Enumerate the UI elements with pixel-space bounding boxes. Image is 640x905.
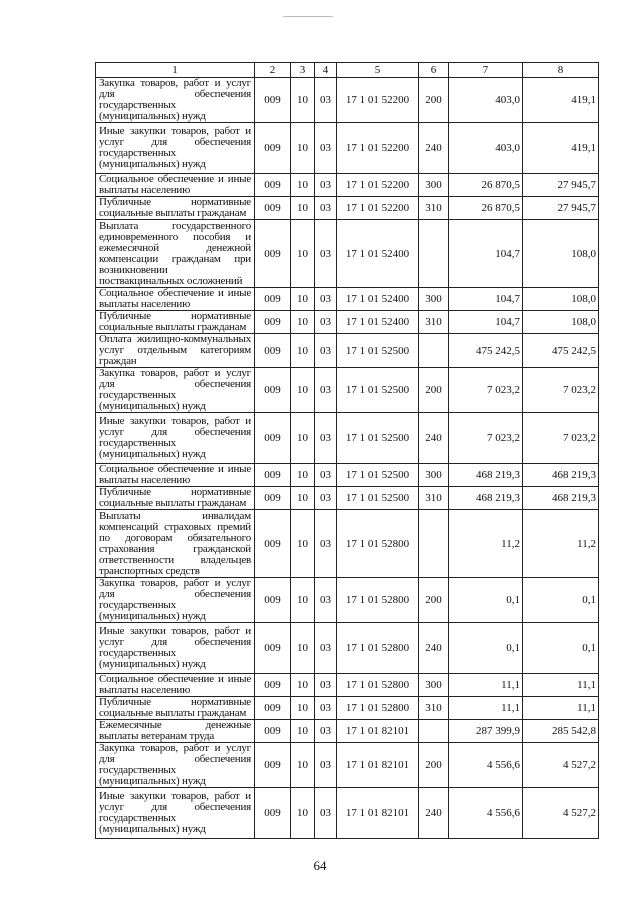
amount-cell: 7 023,2 xyxy=(449,368,523,413)
row-name: Социальное обеспечение и иные выплаты населению xyxy=(96,464,255,487)
amount-cell: 7 023,2 xyxy=(523,368,599,413)
table-row xyxy=(96,334,599,368)
row-name: Закупка товаров, работ и услуг для обеспечения государственных (муниципальных) нужд xyxy=(96,368,255,413)
code-cell: 03 xyxy=(315,623,337,674)
amount-cell: 108,0 xyxy=(523,311,599,334)
amount-cell: 108,0 xyxy=(523,220,599,288)
amount-cell: 104,7 xyxy=(449,288,523,311)
amount-cell: 0,1 xyxy=(523,578,599,623)
code-cell: 10 xyxy=(291,510,315,578)
code-cell: 03 xyxy=(315,174,337,197)
code-cell: 10 xyxy=(291,78,315,123)
code-cell: 310 xyxy=(419,197,449,220)
code-cell: 009 xyxy=(255,578,291,623)
amount-cell: 11,2 xyxy=(523,510,599,578)
table-row xyxy=(96,368,599,413)
code-cell: 17 1 01 52200 xyxy=(337,78,419,123)
code-cell: 17 1 01 52500 xyxy=(337,464,419,487)
code-cell: 009 xyxy=(255,413,291,464)
row-name: Закупка товаров, работ и услуг для обеспечения государственных (муниципальных) нужд xyxy=(96,743,255,788)
code-cell: 17 1 01 52400 xyxy=(337,311,419,334)
top-rule xyxy=(283,16,333,17)
code-cell: 200 xyxy=(419,78,449,123)
amount-cell: 11,2 xyxy=(449,510,523,578)
amount-cell: 26 870,5 xyxy=(449,174,523,197)
code-cell xyxy=(419,510,449,578)
code-cell: 17 1 01 52200 xyxy=(337,174,419,197)
table-row xyxy=(96,743,599,788)
row-name: Закупка товаров, работ и услуг для обеспечения государственных (муниципальных) нужд xyxy=(96,78,255,123)
amount-cell: 0,1 xyxy=(523,623,599,674)
code-cell: 03 xyxy=(315,697,337,720)
code-cell: 10 xyxy=(291,197,315,220)
code-cell: 17 1 01 82101 xyxy=(337,788,419,839)
header-cell: 5 xyxy=(337,63,419,78)
code-cell: 310 xyxy=(419,697,449,720)
code-cell: 17 1 01 52200 xyxy=(337,197,419,220)
code-cell: 10 xyxy=(291,413,315,464)
table-row xyxy=(96,623,599,674)
amount-cell: 11,1 xyxy=(523,697,599,720)
code-cell: 10 xyxy=(291,674,315,697)
code-cell: 03 xyxy=(315,788,337,839)
code-cell: 300 xyxy=(419,464,449,487)
code-cell: 03 xyxy=(315,368,337,413)
code-cell: 03 xyxy=(315,743,337,788)
code-cell: 310 xyxy=(419,311,449,334)
code-cell: 10 xyxy=(291,311,315,334)
code-cell: 17 1 01 52500 xyxy=(337,368,419,413)
amount-cell: 468 219,3 xyxy=(449,487,523,510)
code-cell: 009 xyxy=(255,78,291,123)
code-cell: 17 1 01 52400 xyxy=(337,288,419,311)
code-cell: 03 xyxy=(315,674,337,697)
code-cell: 10 xyxy=(291,368,315,413)
row-name: Выплаты инвалидам компенсаций страховых премий по договорам обязательного страхования гражданской ответственности владельцев транспортных средств xyxy=(96,510,255,578)
code-cell: 240 xyxy=(419,413,449,464)
table-row xyxy=(96,220,599,288)
code-cell: 03 xyxy=(315,464,337,487)
code-cell: 009 xyxy=(255,788,291,839)
table-row xyxy=(96,78,599,123)
code-cell: 03 xyxy=(315,334,337,368)
amount-cell: 26 870,5 xyxy=(449,197,523,220)
code-cell: 17 1 01 52200 xyxy=(337,123,419,174)
code-cell: 03 xyxy=(315,487,337,510)
table-row xyxy=(96,464,599,487)
amount-cell: 108,0 xyxy=(523,288,599,311)
table-row xyxy=(96,788,599,839)
code-cell: 10 xyxy=(291,487,315,510)
table-row xyxy=(96,487,599,510)
code-cell: 03 xyxy=(315,220,337,288)
code-cell: 03 xyxy=(315,123,337,174)
header-cell: 1 xyxy=(96,63,255,78)
code-cell: 009 xyxy=(255,174,291,197)
amount-cell: 0,1 xyxy=(449,623,523,674)
table-row xyxy=(96,123,599,174)
code-cell: 300 xyxy=(419,674,449,697)
code-cell: 03 xyxy=(315,288,337,311)
code-cell: 03 xyxy=(315,578,337,623)
code-cell: 17 1 01 52400 xyxy=(337,220,419,288)
code-cell: 03 xyxy=(315,311,337,334)
code-cell: 240 xyxy=(419,623,449,674)
row-name: Публичные нормативные социальные выплаты гражданам xyxy=(96,697,255,720)
code-cell: 17 1 01 52500 xyxy=(337,334,419,368)
code-cell: 17 1 01 52800 xyxy=(337,697,419,720)
code-cell: 17 1 01 52800 xyxy=(337,623,419,674)
code-cell: 310 xyxy=(419,487,449,510)
code-cell: 10 xyxy=(291,788,315,839)
code-cell: 17 1 01 52500 xyxy=(337,487,419,510)
row-name: Публичные нормативные социальные выплаты гражданам xyxy=(96,197,255,220)
code-cell: 10 xyxy=(291,623,315,674)
table-row xyxy=(96,674,599,697)
row-name: Публичные нормативные социальные выплаты гражданам xyxy=(96,311,255,334)
code-cell: 10 xyxy=(291,743,315,788)
code-cell xyxy=(419,220,449,288)
row-name: Иные закупки товаров, работ и услуг для обеспечения государственных (муниципальных) нужд xyxy=(96,788,255,839)
code-cell: 240 xyxy=(419,788,449,839)
amount-cell: 419,1 xyxy=(523,123,599,174)
code-cell: 009 xyxy=(255,464,291,487)
amount-cell: 403,0 xyxy=(449,123,523,174)
code-cell: 10 xyxy=(291,578,315,623)
code-cell: 009 xyxy=(255,720,291,743)
code-cell: 10 xyxy=(291,288,315,311)
row-name: Публичные нормативные социальные выплаты гражданам xyxy=(96,487,255,510)
table-row xyxy=(96,413,599,464)
header-cell: 4 xyxy=(315,63,337,78)
amount-cell: 4 556,6 xyxy=(449,743,523,788)
amount-cell: 475 242,5 xyxy=(523,334,599,368)
code-cell: 009 xyxy=(255,197,291,220)
amount-cell: 7 023,2 xyxy=(449,413,523,464)
code-cell: 009 xyxy=(255,743,291,788)
table-row xyxy=(96,311,599,334)
amount-cell: 468 219,3 xyxy=(523,487,599,510)
code-cell: 009 xyxy=(255,288,291,311)
amount-cell: 27 945,7 xyxy=(523,197,599,220)
code-cell: 240 xyxy=(419,123,449,174)
table-row xyxy=(96,510,599,578)
code-cell: 03 xyxy=(315,720,337,743)
code-cell: 009 xyxy=(255,123,291,174)
code-cell: 200 xyxy=(419,368,449,413)
row-name: Социальное обеспечение и иные выплаты населению xyxy=(96,174,255,197)
amount-cell: 104,7 xyxy=(449,311,523,334)
amount-cell: 468 219,3 xyxy=(449,464,523,487)
code-cell: 009 xyxy=(255,510,291,578)
page-number: 64 xyxy=(313,858,327,873)
code-cell: 17 1 01 52800 xyxy=(337,578,419,623)
row-name: Оплата жилищно-коммунальных услуг отдельным категориям граждан xyxy=(96,334,255,368)
amount-cell: 27 945,7 xyxy=(523,174,599,197)
amount-cell: 104,7 xyxy=(449,220,523,288)
table-row xyxy=(96,578,599,623)
code-cell: 009 xyxy=(255,487,291,510)
amount-cell: 11,1 xyxy=(449,697,523,720)
amount-cell: 11,1 xyxy=(449,674,523,697)
header-cell: 8 xyxy=(523,63,599,78)
amount-cell: 4 527,2 xyxy=(523,788,599,839)
code-cell: 10 xyxy=(291,334,315,368)
code-cell xyxy=(419,334,449,368)
code-cell: 009 xyxy=(255,334,291,368)
table-row xyxy=(96,720,599,743)
code-cell: 10 xyxy=(291,720,315,743)
amount-cell: 4 556,6 xyxy=(449,788,523,839)
code-cell: 10 xyxy=(291,174,315,197)
amount-cell: 468 219,3 xyxy=(523,464,599,487)
code-cell: 009 xyxy=(255,311,291,334)
code-cell: 10 xyxy=(291,464,315,487)
code-cell xyxy=(419,720,449,743)
amount-cell: 285 542,8 xyxy=(523,720,599,743)
code-cell: 300 xyxy=(419,174,449,197)
row-name: Ежемесячные денежные выплаты ветеранам труда xyxy=(96,720,255,743)
table-row xyxy=(96,288,599,311)
header-cell: 6 xyxy=(419,63,449,78)
amount-cell: 419,1 xyxy=(523,78,599,123)
row-name: Закупка товаров, работ и услуг для обеспечения государственных (муниципальных) нужд xyxy=(96,578,255,623)
code-cell: 10 xyxy=(291,697,315,720)
code-cell: 200 xyxy=(419,743,449,788)
code-cell: 10 xyxy=(291,123,315,174)
amount-cell: 287 399,9 xyxy=(449,720,523,743)
row-name: Выплата государственного единовременного пособия и ежемесячной денежной компенсации гражданам при возникновении поствакцинальных осложнений xyxy=(96,220,255,288)
row-name: Социальное обеспечение и иные выплаты населению xyxy=(96,674,255,697)
code-cell: 200 xyxy=(419,578,449,623)
code-cell: 03 xyxy=(315,413,337,464)
amount-cell: 11,1 xyxy=(523,674,599,697)
code-cell: 17 1 01 82101 xyxy=(337,743,419,788)
code-cell: 009 xyxy=(255,697,291,720)
code-cell: 17 1 01 82101 xyxy=(337,720,419,743)
table-row xyxy=(96,197,599,220)
code-cell: 009 xyxy=(255,674,291,697)
header-cell: 2 xyxy=(255,63,291,78)
code-cell: 03 xyxy=(315,197,337,220)
table-row xyxy=(96,697,599,720)
budget-table xyxy=(95,62,599,839)
code-cell: 009 xyxy=(255,220,291,288)
code-cell: 17 1 01 52800 xyxy=(337,510,419,578)
row-name: Иные закупки товаров, работ и услуг для обеспечения государственных (муниципальных) нужд xyxy=(96,623,255,674)
amount-cell: 4 527,2 xyxy=(523,743,599,788)
code-cell: 03 xyxy=(315,78,337,123)
code-cell: 03 xyxy=(315,510,337,578)
header-cell: 7 xyxy=(449,63,523,78)
header-cell: 3 xyxy=(291,63,315,78)
row-name: Иные закупки товаров, работ и услуг для обеспечения государственных (муниципальных) нужд xyxy=(96,123,255,174)
amount-cell: 403,0 xyxy=(449,78,523,123)
code-cell: 10 xyxy=(291,220,315,288)
header-row xyxy=(96,63,599,78)
amount-cell: 0,1 xyxy=(449,578,523,623)
table-row xyxy=(96,174,599,197)
code-cell: 17 1 01 52500 xyxy=(337,413,419,464)
code-cell: 300 xyxy=(419,288,449,311)
amount-cell: 475 242,5 xyxy=(449,334,523,368)
code-cell: 17 1 01 52800 xyxy=(337,674,419,697)
row-name: Иные закупки товаров, работ и услуг для обеспечения государственных (муниципальных) нужд xyxy=(96,413,255,464)
amount-cell: 7 023,2 xyxy=(523,413,599,464)
code-cell: 009 xyxy=(255,623,291,674)
code-cell: 009 xyxy=(255,368,291,413)
row-name: Социальное обеспечение и иные выплаты населению xyxy=(96,288,255,311)
